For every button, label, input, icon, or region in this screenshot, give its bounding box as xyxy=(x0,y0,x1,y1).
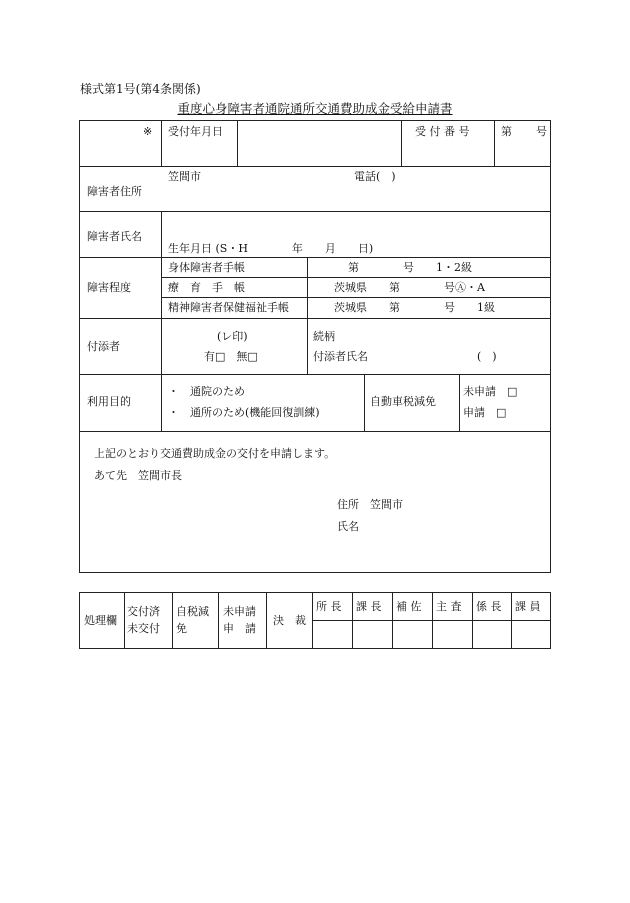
birthdate-field[interactable]: 生年月日 (S・H 年 月 日) xyxy=(168,242,374,255)
tax-unapplied-option[interactable]: 未申請 □ xyxy=(463,385,518,398)
col-divider xyxy=(218,593,219,648)
stamp-cell-chief-examiner[interactable] xyxy=(433,621,471,647)
stamp-cell-section-chief[interactable] xyxy=(353,621,391,647)
tax-applied-option[interactable]: 申請 □ xyxy=(463,406,507,419)
col-divider xyxy=(494,121,495,166)
processing-table xyxy=(79,592,551,649)
role-assistant: 補 佐 xyxy=(396,600,422,613)
stamp-cell-director[interactable] xyxy=(313,621,351,647)
receipt-number-suffix: 号 xyxy=(536,125,547,138)
book-rehab: 療 育 手 帳 xyxy=(168,281,245,294)
application-form xyxy=(79,120,551,573)
disability-label: 障害程度 xyxy=(87,281,131,294)
row-divider xyxy=(80,318,550,319)
col-divider xyxy=(124,593,125,648)
name-label: 障害者氏名 xyxy=(87,230,142,243)
role-section-chief: 課 長 xyxy=(356,600,382,613)
purpose-facility[interactable]: ・ 通所のため(機能回復訓練) xyxy=(168,406,320,419)
row-divider xyxy=(161,277,550,278)
attendant-yes-no[interactable]: 有□ 無□ xyxy=(204,350,258,363)
role-unit-chief: 係 長 xyxy=(476,600,502,613)
book-mental: 精神障害者保健福祉手帳 xyxy=(168,301,289,314)
purpose-label: 利用目的 xyxy=(87,395,131,408)
attendant-name-paren: ( ) xyxy=(477,350,497,363)
car-tax-label: 自動車税減免 xyxy=(370,395,436,408)
stamp-cell-staff[interactable] xyxy=(512,621,549,647)
col-divider xyxy=(459,374,460,431)
book-physical: 身体障害者手帳 xyxy=(168,261,245,274)
role-director: 所 長 xyxy=(316,600,342,613)
stamp-cell-unit-chief[interactable] xyxy=(473,621,510,647)
tax-exempt-label-2: 免 xyxy=(176,622,187,635)
receipt-number-label: 受 付 番 号 xyxy=(415,125,470,138)
role-staff: 課 員 xyxy=(515,600,541,613)
applicant-address[interactable]: 住所 笠間市 xyxy=(337,498,403,511)
relation-label[interactable]: 続柄 xyxy=(313,330,335,343)
tax-exempt-label: 自税減 xyxy=(176,605,209,618)
row-divider xyxy=(80,211,550,212)
received-date-label: 受付年月日 xyxy=(168,125,223,138)
approval-label: 決 裁 xyxy=(273,614,306,627)
col-divider xyxy=(172,593,173,648)
book-physical-detail[interactable]: 第 号 1・2級 xyxy=(348,261,472,274)
receipt-number-prefix: 第 xyxy=(501,125,512,138)
applied-label: 申 請 xyxy=(223,622,256,635)
office-use-mark: ※ xyxy=(143,125,153,138)
col-divider xyxy=(161,121,162,166)
issued-label: 交付済 xyxy=(127,605,160,618)
row-divider xyxy=(80,257,550,258)
row-divider xyxy=(80,166,550,167)
role-chief-examiner: 主 査 xyxy=(436,600,462,613)
unapplied-label: 未申請 xyxy=(223,605,256,618)
addressee: あて先 笠間市長 xyxy=(94,469,182,482)
book-rehab-detail[interactable]: 茨城県 第 号Ⓐ・A xyxy=(334,281,485,294)
stamp-cell-assistant[interactable] xyxy=(393,621,431,647)
address-label: 障害者住所 xyxy=(87,185,142,198)
form-title: 重度心身障害者通院通所交通費助成金受給申請書 xyxy=(177,101,453,116)
declaration-text: 上記のとおり交通費助成金の交付を申請します。 xyxy=(94,447,336,460)
col-divider xyxy=(401,121,402,166)
applicant-name[interactable]: 氏名 xyxy=(337,520,359,533)
attendant-label: 付添者 xyxy=(87,340,120,353)
purpose-hospital[interactable]: ・ 通院のため xyxy=(168,385,245,398)
col-divider xyxy=(161,211,162,431)
phone-field[interactable]: 電話( ) xyxy=(354,170,396,183)
attendant-name-label[interactable]: 付添者氏名 xyxy=(313,350,368,363)
row-divider xyxy=(80,431,550,432)
col-divider xyxy=(364,374,365,431)
row-divider xyxy=(80,374,550,375)
col-divider xyxy=(237,121,238,166)
col-divider xyxy=(307,257,308,374)
not-issued-label: 未交付 xyxy=(127,622,160,635)
row-divider xyxy=(161,297,550,298)
book-mental-detail[interactable]: 茨城県 第 号 1級 xyxy=(334,301,495,314)
check-mark-note: (レ印) xyxy=(217,330,248,343)
processing-label: 処理欄 xyxy=(84,614,117,627)
form-number: 様式第1号(第4条関係) xyxy=(80,82,201,96)
address-city[interactable]: 笠間市 xyxy=(168,170,201,183)
col-divider xyxy=(266,593,267,648)
